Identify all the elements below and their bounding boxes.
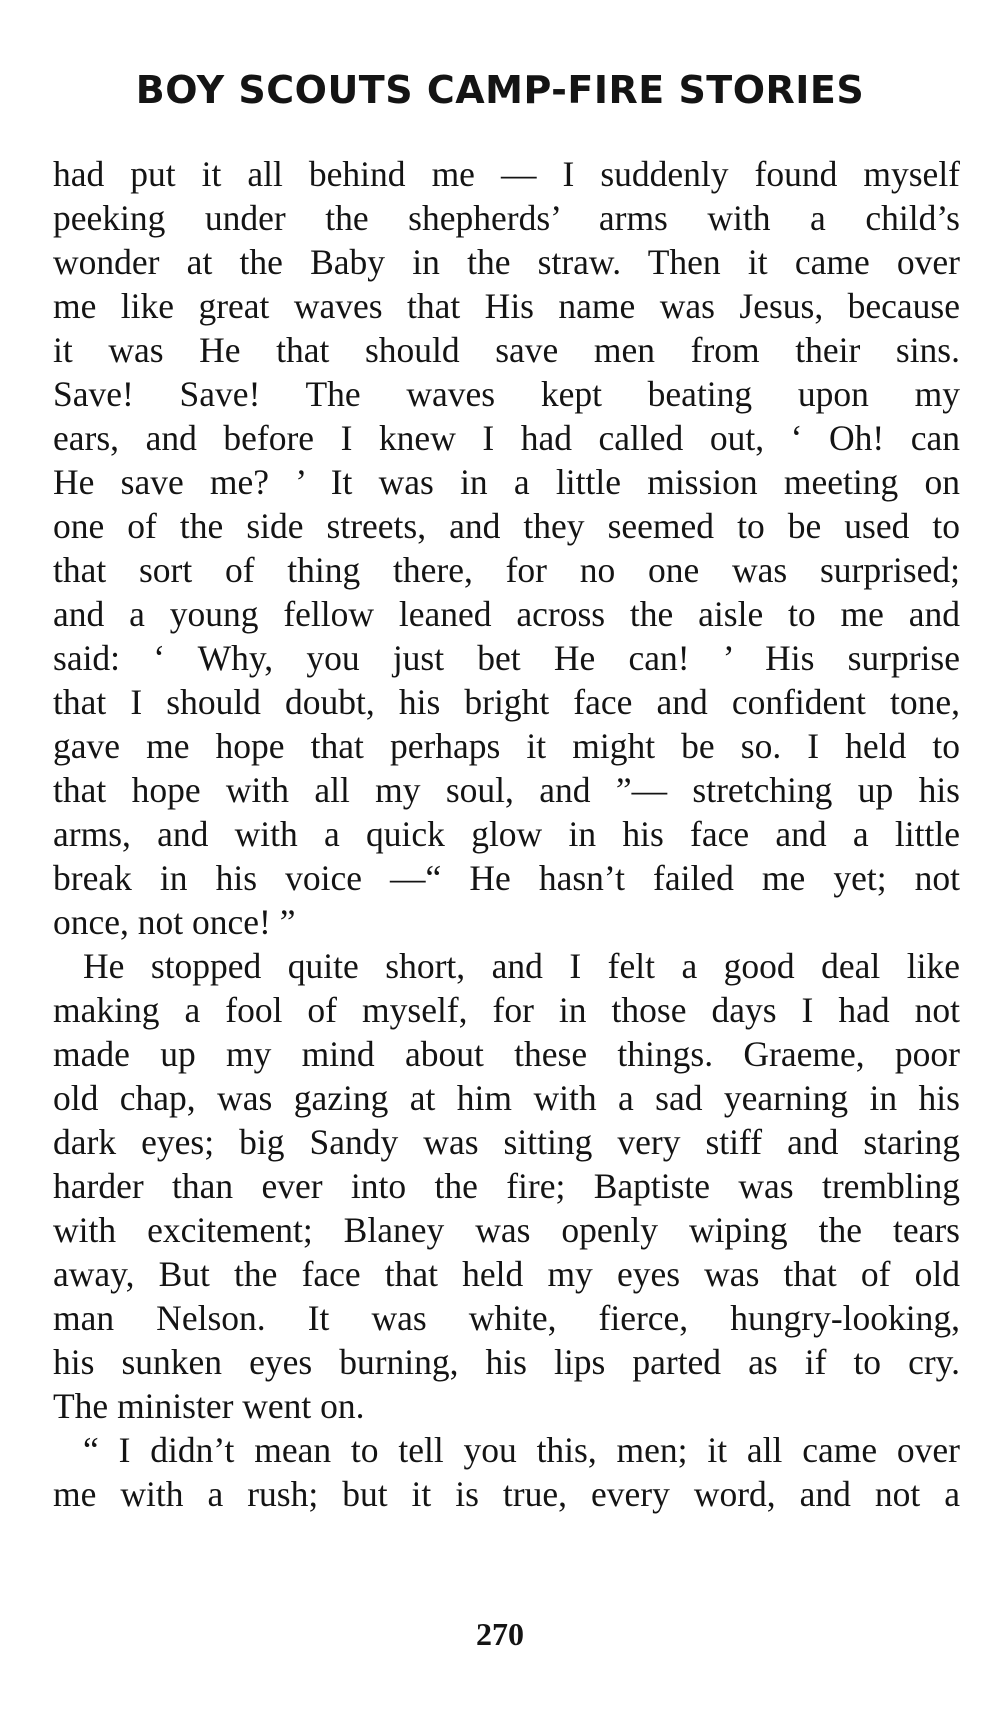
text-line: “ I didn’t mean to tell you this, men; it all came over [83,1430,960,1470]
text-line: his sunken eyes burning, his lips parted as if to cry. [53,1342,960,1382]
running-title: BOY SCOUTS CAMP-FIRE STORIES [135,68,865,112]
text-line: peeking under the shepherds’ arms with a child’s [53,198,960,238]
text-line: He save me? ’ It was in a little mission meeting on [53,462,960,502]
text-line: dark eyes; big Sandy was sitting very stiff and staring [53,1122,960,1162]
text-line: had put it all behind me — I suddenly found myself [53,154,960,194]
text-line: Save! Save! The waves kept beating upon my [53,374,960,414]
text-line: with excitement; Blaney was openly wiping the tears [53,1210,960,1250]
body-text [53,152,960,1516]
text-line: wonder at the Baby in the straw. Then it came over [53,242,960,282]
text-line: The minister went on. [53,1386,365,1426]
text-line: ears, and before I knew I had called out, ‘ Oh! can [53,418,960,458]
text-line: made up my mind about these things. Graeme, poor [53,1034,960,1074]
text-line: gave me hope that perhaps it might be so. I held to [53,726,960,766]
text-line: that I should doubt, his bright face and confident tone, [53,682,960,722]
text-line: said: ‘ Why, you just bet He can! ’ His surprise [53,638,960,678]
text-line: away, But the face that held my eyes was that of old [53,1254,960,1294]
text-line: that hope with all my soul, and ”— stretching up his [53,770,960,810]
text-line: and a young fellow leaned across the aisle to me and [53,594,960,634]
page-number: 270 [476,1616,524,1652]
text-line: it was He that should save men from their sins. [53,330,960,370]
text-line: that sort of thing there, for no one was surprised; [53,550,960,590]
text-line: harder than ever into the fire; Baptiste was trembling [53,1166,960,1206]
text-line: break in his voice —“ He hasn’t failed me yet; not [53,858,960,898]
text-line: me like great waves that His name was Jesus, because [53,286,960,326]
text-line: making a fool of myself, for in those days I had not [53,990,960,1030]
text-line: once, not once! ” [53,902,296,942]
text-line: man Nelson. It was white, fierce, hungry-looking, [53,1298,960,1338]
text-line: old chap, was gazing at him with a sad yearning in his [53,1078,960,1118]
text-line: one of the side streets, and they seemed to be used to [53,506,960,546]
text-line: arms, and with a quick glow in his face and a little [53,814,960,854]
text-line: me with a rush; but it is true, every word, and not a [53,1474,960,1514]
text-line: He stopped quite short, and I felt a good deal like [83,946,960,986]
